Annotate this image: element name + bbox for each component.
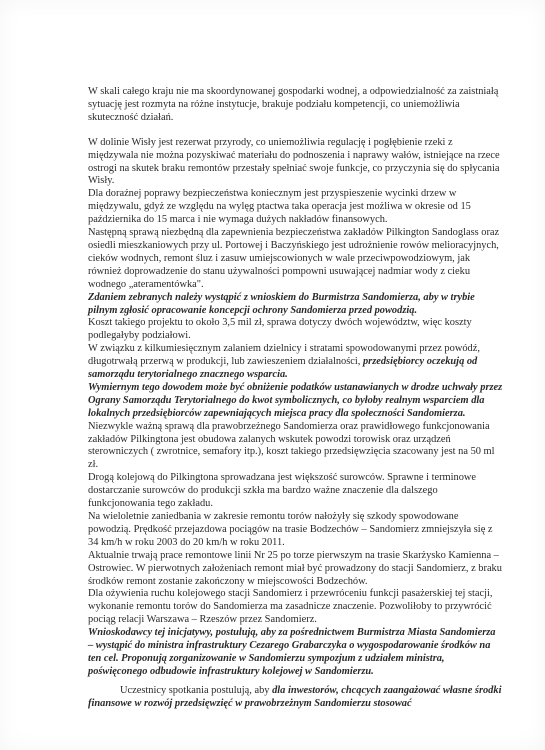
business-support-text: W związku z kilkumiesięcznym zalaniem dzielnicy i stratami spowodowanymi przez powódź, długotrwałą przerwą w produkcji, lub zawieszeniem działalności, (88, 343, 480, 368)
paragraph-project-cost: Koszt takiego projektu to około 3,5 mil zł, sprawa dotyczy dwóch województw, więc koszty podlegałyby podziałowi. (88, 317, 472, 342)
business-support-emphasis: przedsiębiorcy oczekują od samorządu terytorialnego znacznego wsparcia. (88, 356, 478, 381)
paragraph-nature-reserve: W dolinie Wisły jest rezerwat przyrody, co uniemożliwia regulację i pogłębienie rzeki z międzywala nie można pozyskiwać materiału do podnoszenia i naprawy wałów, istniejące na rzece ostrogi na skutek braku remontów przestały spełniać swoje funkcje, co przyczynia się do spłycania Wisły. (88, 136, 500, 187)
paragraph-flood-protection-request: Zdaniem zebranych należy wystąpić z wnioskiem do Burmistrza Sandomierza, aby w trybie pilnym zgłosić opracowanie koncepcji ochrony Sandomierza przed powodzią. (88, 291, 475, 316)
paragraph-track-neglect: Na wieloletnie zaniedbania w zakresie remontu torów nałożyły się szkody spowodowane powodzią. Prędkość przejazdowa pociągów na trasie Bodzechów – Sandomierz zmniejszyła się z 34 km/h w roku 2003 do 20 km/h w roku 2011. (88, 511, 493, 548)
paragraph-track-rebuild: Niezwykle ważną sprawą dla prawobrzeżnego Sandomierza oraz prawidłowego funkcjonowania zakładów Pilkingtona jest obudowa zalanych wskutek powodzi torowisk oraz urządzeń sterowniczych ( zwrotnice, semafory itp.), koszt takiego przedsięwzięcia szacowany jest na 50 ml zł. (88, 420, 495, 471)
paragraph-rail-supply: Drogą kolejową do Pilkingtona sprowadzana jest większość surowców. Sprawne i terminowe dostarczanie surowców do produkcji szkła ma bardzo ważne znaczenie dla dalszego funkcjonowania tego zakładu. (88, 472, 477, 510)
paragraph-passenger-service: Dla ożywienia ruchu kolejowego stacji Sandomierz i przewróceniu funkcji pasażerskiej tej stacji, wykonanie remontu torów do Sandomierza ma zasadnicze znaczenie. Pozwoliłoby to przywrócić pociąg relacji Warszawa – Rzeszów przez Sandomierz. (88, 588, 493, 626)
paragraph-tree-cutting: Dla doraźnej poprawy bezpieczeństwa koniecznym jest przyspieszenie wycinki drzew w międzywalu, gdyż ze względu na wylęg ptactwa taka operacja jest możliwa w okresie od 15 października do 15 marca i nie wymaga dużych nakładów finansowych. (88, 188, 471, 226)
paragraph-drainage: Następną sprawą niezbędną dla zapewnienia bezpieczeństwa zakładów Pilkington Sandoglass oraz osiedli mieszkaniowych przy ul. Portowej i Baczyńskiego jest udrożnienie rowów melioracyjnych, cieków wodnych, remont śluz i zasuw umiejscowionych w wale przeciwpowodziowym, jak również doprowadzenie do stanu używalności pompowni usuwającej nadmiar wody z cieku wodnego „ateramentówka". (88, 227, 500, 290)
paragraph-line-25-repairs: Aktualnie trwają prace remontowe linii Nr 25 po torze pierwszym na trasie Skarżysko Kamienna – Ostrowiec. W pierwotnych założeniach remont miał być prowadzony do stacji Sandomierz, z braku środków remont zostanie zakończony w miejscowości Bodzechów. (88, 549, 502, 587)
paragraph-tax-reduction: Wymiernym tego dowodem może być obniżenie podatków ustanawianych w drodze uchwały przez Ograny Samorządu Terytorialnego do kwot symbolicznych, co byłoby realnym wsparciem dla lokalnych przedsiębiorców zapewniających miejsca pracy dla społeczności Sandomierza. (88, 381, 503, 419)
paragraph-minister-request: Wnioskodawcy tej inicjatywy, postulują, aby za pośrednictwem Burmistrza Miasta Sandomierza – wystąpić do ministra infrastruktury Cezarego Grabarczyka o wygospodarowanie środków na ten cel. Proponują zorganizowanie w Sandomierzu sympozjum z udziałem ministra, poświęconego odbudowie infrastruktury kolejowej w Sandomierzu. (88, 627, 496, 677)
paragraph-investors (88, 685, 503, 711)
paragraph-water-management: W skali całego kraju nie ma skoordynowanej gospodarki wodnej, a odpowiedzialność za zaistniałą sytuację jest rozmyta na różne instytucje, brakuje podziału kompetencji, co uniemożliwia skuteczność działań. (88, 86, 499, 123)
investors-text: Uczestnicy spotkania postulują, aby (120, 684, 273, 696)
investors-emphasis: dla inwestorów, chcących zaangażować własne środki finansowe w rozwój przedsięwzięć w prawobrzeżnym Sandomierzu stosować (88, 684, 502, 709)
paragraph-business-support (88, 343, 503, 382)
